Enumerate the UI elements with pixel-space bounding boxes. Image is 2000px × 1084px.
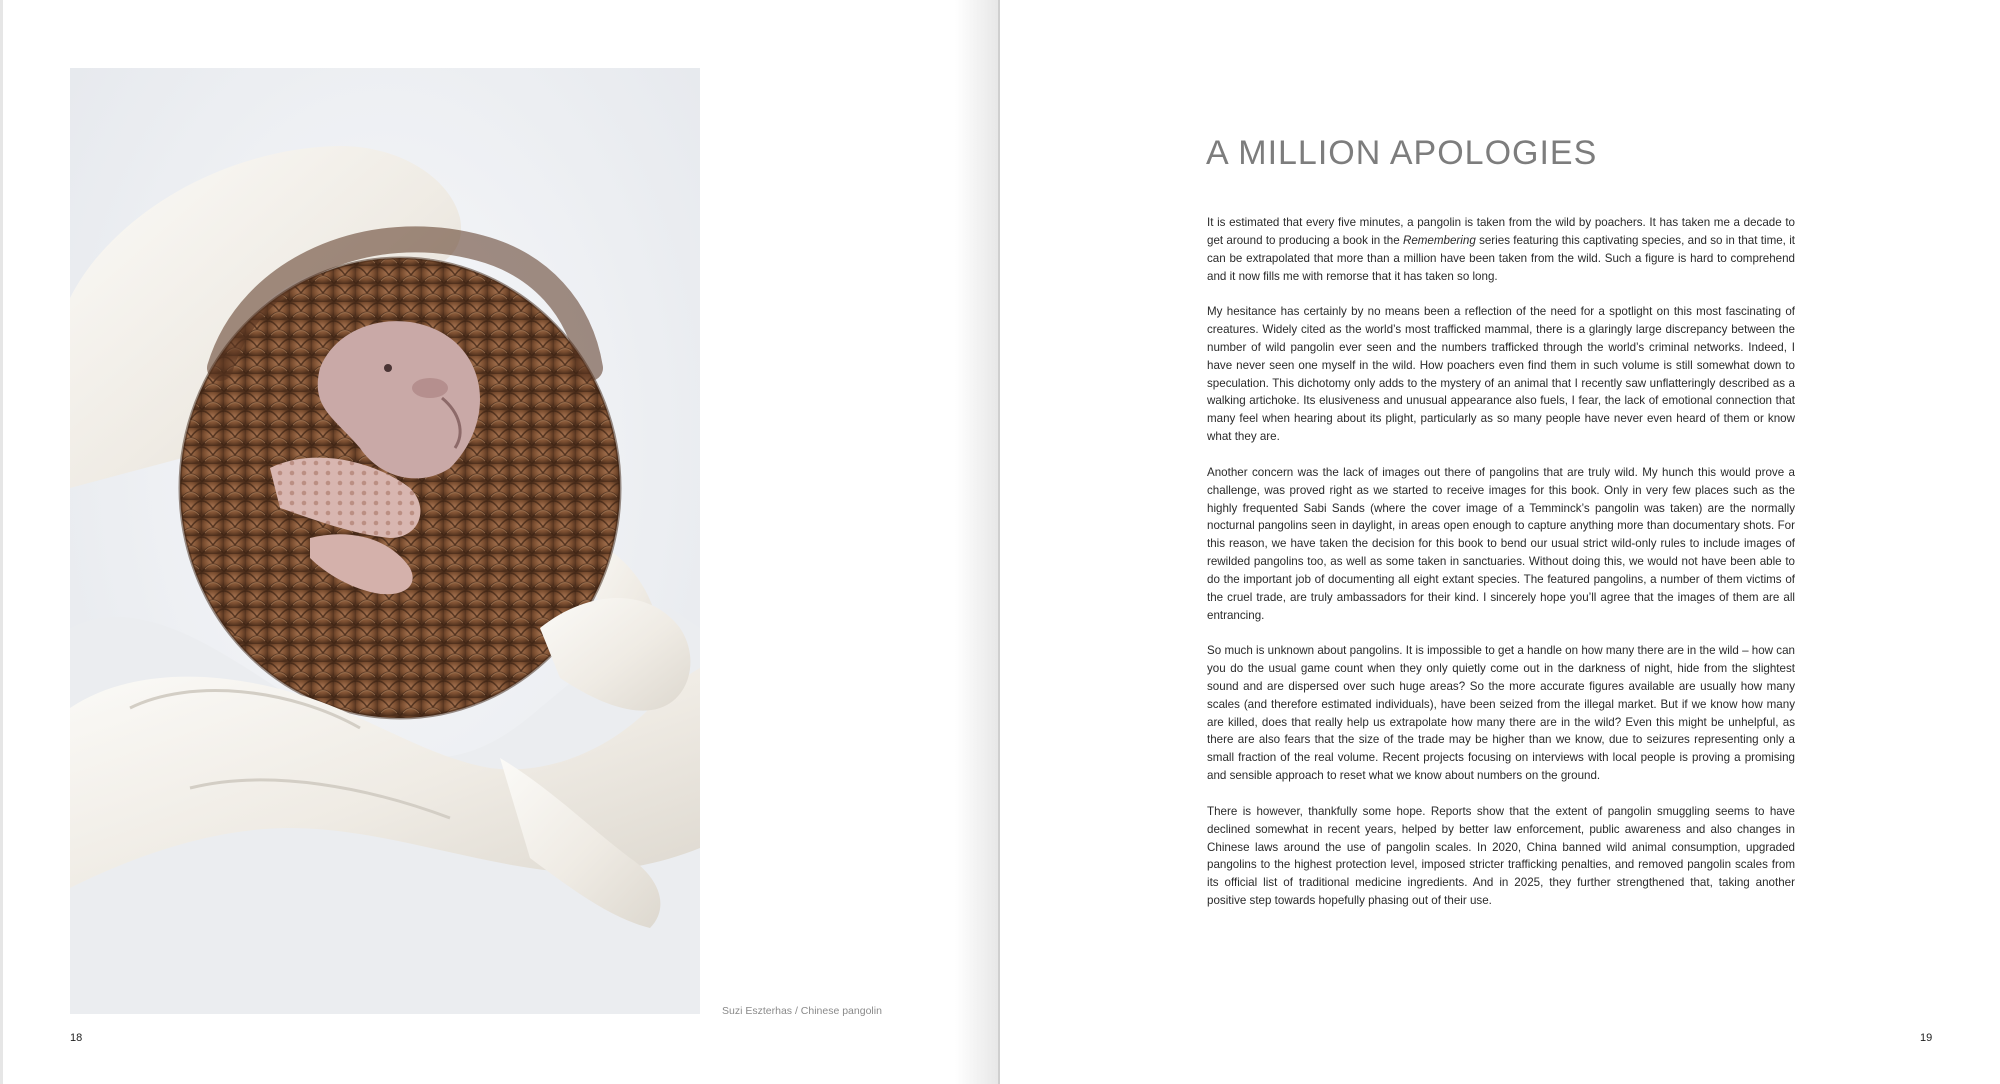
page-edge [0,0,3,1084]
paragraph-2: My hesitance has certainly by no means been a reflection of the need for a spotlight on this most fascinating of creatures. Widely cited as the world’s most trafficked mammal, there is a glaringly large discrepancy between the number of wild pangolin ever seen and the numbers trafficked through the world’s criminal networks. Indeed, I have never seen one myself in the wild. How poachers even find them in such volume is still somewhat down to speculation. This dichotomy only adds to the mystery of an animal that I recently saw unflatteringly described as a walking artichoke. Its elusiveness and unusual appearance also fuels, I fear, the lack of emotional connection that many feel when hearing about its plight, particularly as so many people have never even heard of them or know what they are. [1207,305,1795,444]
paragraph-3: Another concern was the lack of images out there of pangolins that are truly wild. My hunch this would prove a challenge, was proved right as we started to receive images for this book. Only in very few places such as the highly frequented Sabi Sands (where the cover image of a Temminck’s pangolin was taken) are the normally nocturnal pangolins seen in daylight, in areas open enough to capture anything more than documentary shots. For this reason, we have taken the decision for this book to bend our usual strict wild-only rules to include images of rewilded pangolins too, as well as some taken in sanctuaries. Without doing this, we would not have been able to do the important job of documenting all eight extant species. The featured pangolins, a number of them victims of the cruel trade, are truly ambassadors for their kind. I sincerely hope you’ll agree that the images of them are all entrancing. [1207,465,1795,622]
pangolin-illustration [70,68,700,1014]
page-number-right: 19 [1920,1032,1933,1044]
paragraph-5: There is however, thankfully some hope. Reports show that the extent of pangolin smuggling seems to have declined somewhat in recent years, helped by better law enforcement, public awareness and also changes in Chinese laws around the use of pangolin scales. In 2020, China banned wild animal consumption, upgraded pangolins to the highest protection level, imposed stricter trafficking penalties, and removed pangolin scales from its official list of traditional medicine ingredients. And in 2025, they further strengthened that, taking another positive step towards hopefully phasing out of their use. [1207,804,1795,908]
page-number-left: 18 [70,1032,83,1044]
chapter-title: A MILLION APOLOGIES [1206,134,1598,172]
paragraph-4: So much is unknown about pangolins. It is impossible to get a handle on how many there are in the wild – how can you do the usual game count when they only quietly come out in the darkness of night, hide from the slightest sound and are dispersed over such huge areas? So the more accurate figures available are usually how many scales (and therefore estimated individuals), have been seized from the illegal market. But if we know how many are killed, does that really help us extrapolate how many there are in the wild? Even this might be unhelpful, as there are also fears that the size of the trade may be higher than we know, due to seizures representing only a small fraction of the real volume. Recent projects focusing on interviews with local people is proving a promising and sensible approach to reset what we know about numbers on the ground. [1207,644,1795,783]
pangolin-photo [70,68,700,1014]
photo-caption: Suzi Eszterhas / Chinese pangolin [722,1005,882,1017]
series-name-emphasis: Remembering [1402,233,1476,247]
gutter-shadow-left [955,0,1000,1084]
paragraph-1-after: series featuring this captivating species, and so in that time, it can be extrapolated that more than a million have been taken from the wild. Such a figure is hard to comprehend and it now fills me with remorse that it has taken so long. [1207,233,1795,283]
paragraph-1 [1207,214,1795,285]
paragraph-1-before: It is estimated that every five minutes, a pangolin is taken from the wild by poachers. It has taken me a decade to get around to producing a book in the [1207,216,1795,247]
body-text [1207,214,1795,928]
